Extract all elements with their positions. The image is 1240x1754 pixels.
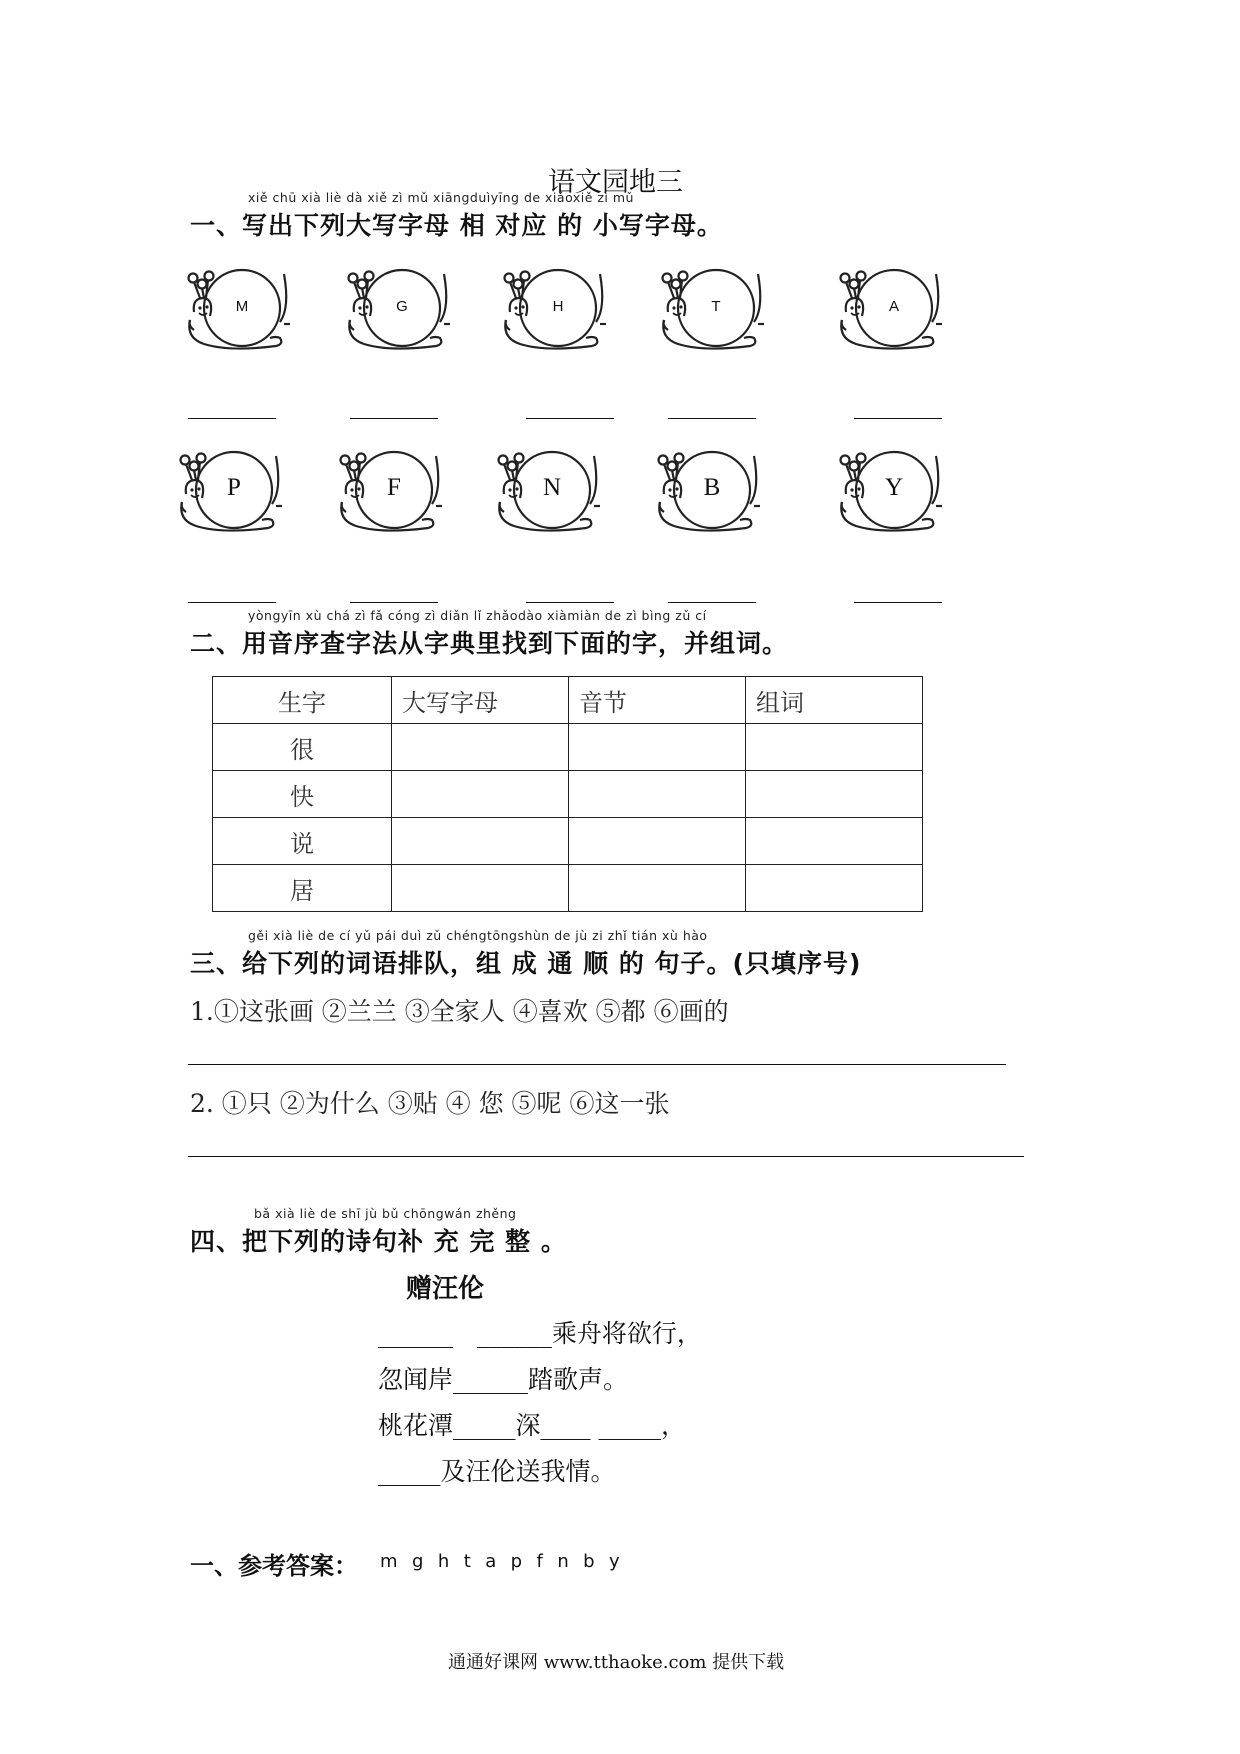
section2-pinyin: yòngyīn xù chá zì fǎ cóng zì diǎn lǐ zhǎodào xiàmiàn de zì bìng zǔ cí [248, 608, 707, 623]
section4-heading: 四、把下列的诗句补 充 完 整 。 [190, 1227, 567, 1256]
table-answer-cell[interactable] [569, 724, 746, 771]
lookup-table [212, 676, 923, 912]
question-1-answer-line[interactable] [188, 1064, 1006, 1065]
uppercase-letter: Y [884, 474, 904, 501]
snail-figure [332, 446, 452, 546]
snail-figure [172, 446, 292, 546]
answer-blank[interactable] [188, 602, 276, 603]
question-2-answer-line[interactable] [188, 1156, 1024, 1157]
snail-figure [832, 264, 952, 364]
snail-figure [832, 446, 952, 546]
answer-blank[interactable] [350, 602, 438, 603]
table-row [213, 724, 923, 771]
section3-heading: 三、给下列的词语排队，组 成 通 顺 的 句子。(只填序号) [190, 949, 862, 978]
table-answer-cell[interactable] [392, 724, 569, 771]
answer-label: 一、参考答案： [190, 1552, 358, 1580]
table-answer-cell[interactable] [746, 818, 923, 865]
table-answer-cell[interactable] [392, 865, 569, 912]
table-char-cell: 很 [213, 724, 392, 771]
answer-blank[interactable] [526, 418, 614, 419]
table-char-cell: 快 [213, 771, 392, 818]
table-char-cell: 说 [213, 818, 392, 865]
answer-blank[interactable] [854, 602, 942, 603]
snail-figure [496, 264, 616, 364]
table-answer-cell[interactable] [569, 818, 746, 865]
table-header-cell: 音节 [569, 677, 746, 724]
snail-figure [654, 264, 774, 364]
footer-text: 通通好课网 www.tthaoke.com 提供下载 [448, 1652, 785, 1673]
uppercase-letter: A [888, 298, 899, 315]
snail-figure [490, 446, 610, 546]
uppercase-letter: H [552, 298, 564, 315]
answer-blank[interactable] [350, 418, 438, 419]
poem-line: _____及汪伦送我情。 [378, 1457, 616, 1486]
snail-figure [180, 264, 300, 364]
uppercase-letter: G [396, 298, 408, 315]
page-title: 语文园地三 [548, 167, 683, 198]
poem-line: 桃花潭_____深____ _____， [378, 1411, 686, 1440]
section2-heading: 二、用音序查字法从字典里找到下面的字，并组词。 [190, 629, 789, 658]
poem-line: 忽闻岸______踏歌声。 [378, 1365, 629, 1394]
uppercase-letter: P [227, 474, 241, 501]
poem-line: ______ ______乘舟将欲行， [378, 1319, 702, 1348]
question-2: 2. ①只 ②为什么 ③贴 ④ 您 ⑤呢 ⑥这一张 [190, 1089, 670, 1118]
table-header-cell: 生字 [213, 677, 392, 724]
table-header-cell: 大写字母 [392, 677, 569, 724]
snail-figure [340, 264, 460, 364]
section1-heading: 一、写出下列大写字母 相 对应 的 小写字母。 [190, 211, 723, 240]
poem-title: 赠汪伦 [406, 1274, 485, 1304]
answer-blank[interactable] [854, 418, 942, 419]
uppercase-letter: F [387, 474, 401, 501]
table-row [213, 818, 923, 865]
answer-blank[interactable] [526, 602, 614, 603]
section4-pinyin: bǎ xià liè de shī jù bǔ chōngwán zhěng [254, 1206, 517, 1221]
answer-blank[interactable] [188, 418, 276, 419]
table-answer-cell[interactable] [392, 771, 569, 818]
answer-blank[interactable] [668, 418, 756, 419]
uppercase-letter: T [711, 298, 721, 315]
table-header-cell: 组词 [746, 677, 923, 724]
uppercase-letter: B [703, 474, 721, 501]
answer-blank[interactable] [668, 602, 756, 603]
table-answer-cell[interactable] [746, 724, 923, 771]
table-header-row [213, 677, 923, 724]
section1-pinyin: xiě chū xià liè dà xiě zì mǔ xiāngduìyīng de xiǎoxiě zì mǔ [248, 190, 634, 205]
table-answer-cell[interactable] [569, 865, 746, 912]
table-row [213, 865, 923, 912]
table-answer-cell[interactable] [392, 818, 569, 865]
table-row [213, 771, 923, 818]
question-1: 1.①这张画 ②兰兰 ③全家人 ④喜欢 ⑤都 ⑥画的 [190, 997, 729, 1026]
table-answer-cell[interactable] [746, 771, 923, 818]
answer-value: m g h t a p f n b y [380, 1551, 621, 1572]
section3-pinyin: gěi xià liè de cí yǔ pái duì zǔ chéngtōngshùn de jù zi zhǐ tián xù hào [248, 928, 708, 943]
uppercase-letter: M [235, 298, 249, 315]
table-answer-cell[interactable] [746, 865, 923, 912]
uppercase-letter: N [542, 474, 562, 501]
table-answer-cell[interactable] [569, 771, 746, 818]
snail-figure [650, 446, 770, 546]
table-char-cell: 居 [213, 865, 392, 912]
